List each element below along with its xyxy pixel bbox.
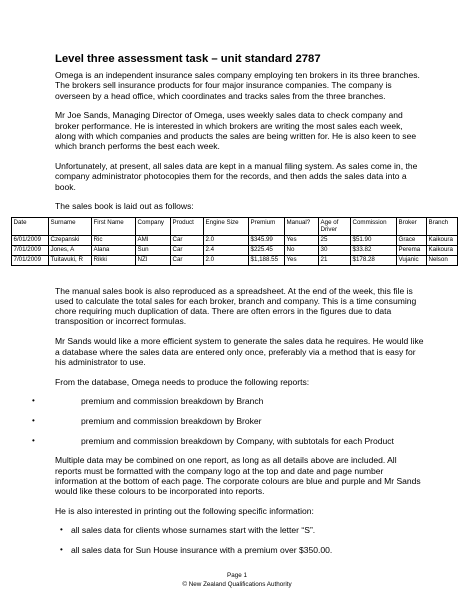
table-cell: Rikki bbox=[92, 255, 136, 265]
table-cell: Car bbox=[171, 245, 204, 255]
table-cell: Alana bbox=[92, 245, 136, 255]
list-item: • premium and commission breakdown by Branch bbox=[32, 395, 264, 406]
list-item: • premium and commission breakdown by Broker bbox=[32, 415, 262, 426]
table-cell: 2.4 bbox=[204, 245, 249, 255]
table-cell: Car bbox=[171, 255, 204, 265]
table-cell: 2.0 bbox=[204, 255, 249, 265]
list-item: • all sales data for Sun House insurance with a premium over $350.00. bbox=[60, 544, 333, 555]
table-header-cell: Branch bbox=[427, 217, 458, 235]
table-cell: 7/01/2009 bbox=[12, 255, 49, 265]
table-header-cell: Commission bbox=[351, 217, 397, 235]
table-cell: Car bbox=[171, 235, 204, 245]
table-cell: 2.0 bbox=[204, 235, 249, 245]
paragraph-reports-intro: From the database, Omega needs to produce the following reports: bbox=[55, 376, 310, 387]
list-item: • premium and commission breakdown by Company, with subtotals for each Product bbox=[32, 435, 394, 446]
table-cell: AMI bbox=[136, 235, 171, 245]
specific-info-list bbox=[55, 525, 425, 555]
table-cell: $51.90 bbox=[351, 235, 397, 245]
table-cell: Jones, A bbox=[49, 245, 92, 255]
table-cell: Tuitavuki, R bbox=[49, 255, 92, 265]
table-row bbox=[12, 255, 458, 265]
bullet-icon: • bbox=[60, 544, 63, 554]
table-cell: Ric bbox=[92, 235, 136, 245]
table-header-cell: Broker bbox=[397, 217, 427, 235]
table-header-cell: First Name bbox=[92, 217, 136, 235]
paragraph-efficient-system: Mr Sands would like a more efficient system to generate the sales data he requires. He would like a database where the sales data are entered only once, preferably via a method that is easy for his administrator to use. bbox=[55, 336, 424, 367]
bullet-icon: • bbox=[32, 435, 35, 445]
table-cell: No bbox=[285, 245, 319, 255]
table-cell: Perema bbox=[397, 245, 427, 255]
sales-book-table bbox=[11, 217, 458, 266]
table-cell: $1,188.55 bbox=[249, 255, 285, 265]
footer-copyright: © New Zealand Qualifications Authority bbox=[182, 581, 292, 588]
table-cell: Kaikoura bbox=[427, 245, 458, 255]
reports-list bbox=[32, 395, 425, 446]
table-row bbox=[12, 245, 458, 255]
table-header-cell: Manual? bbox=[285, 217, 319, 235]
table-cell: Vujanic bbox=[397, 255, 427, 265]
document-body bbox=[13, 52, 453, 564]
table-cell: Kaikoura bbox=[427, 235, 458, 245]
table-cell: Nelson bbox=[427, 255, 458, 265]
table-cell: Yes bbox=[285, 235, 319, 245]
table-cell: $33.82 bbox=[351, 245, 397, 255]
paragraph-specific-info-intro: He is also interested in printing out the following specific information: bbox=[55, 506, 314, 517]
table-header-row bbox=[12, 217, 458, 235]
table-header-cell: Company bbox=[136, 217, 171, 235]
table-cell: 25 bbox=[319, 235, 351, 245]
table-row bbox=[12, 235, 458, 245]
paragraph-managing-director: Mr Joe Sands, Managing Director of Omega, uses weekly sales data to check company and broker performance. He is interested in which brokers are writing the most sales each week, along with which companies and products the sales are being written for. He is also keen to see which branch performs the best each week. bbox=[55, 110, 417, 152]
table-header-cell: Premium bbox=[249, 217, 285, 235]
table-cell: 6/01/2009 bbox=[12, 235, 49, 245]
table-header-cell: Age of Driver bbox=[319, 217, 351, 235]
table-header-cell: Surname bbox=[49, 217, 92, 235]
list-item: • all sales data for clients whose surnames start with the letter “S”. bbox=[60, 525, 316, 536]
bullet-icon: • bbox=[32, 395, 35, 405]
table-header-cell: Engine Size bbox=[204, 217, 249, 235]
table-cell: $178.28 bbox=[351, 255, 397, 265]
table-cell: 21 bbox=[319, 255, 351, 265]
table-cell: $225.45 bbox=[249, 245, 285, 255]
table-cell: Czepanski bbox=[49, 235, 92, 245]
document-title: Level three assessment task – unit standard 2787 bbox=[55, 53, 321, 65]
table-cell: 7/01/2009 bbox=[12, 245, 49, 255]
footer-page-number: Page 1 bbox=[227, 572, 247, 579]
paragraph-manual-filing: Unfortunately, at present, all sales data are kept in a manual filing system. As sales come in, the company administrator photocopies them for the records, and then adds the sales data into a book. bbox=[55, 161, 418, 192]
table-cell: 30 bbox=[319, 245, 351, 255]
table-header-cell: Date bbox=[12, 217, 49, 235]
table-cell: Yes bbox=[285, 255, 319, 265]
bullet-icon: • bbox=[60, 525, 63, 535]
table-cell: NZI bbox=[136, 255, 171, 265]
table-cell: $345.99 bbox=[249, 235, 285, 245]
table-cell: Sun bbox=[136, 245, 171, 255]
table-cell: Grace bbox=[397, 235, 427, 245]
bullet-icon: • bbox=[32, 415, 35, 425]
paragraph-spreadsheet: The manual sales book is also reproduced as a spreadsheet. At the end of the week, this file is used to calculate the total sales for each broker, branch and company. This is a time consuming chore requiring much duplication of data. There are often errors in the figures due to data transposition or incorrect formulas. bbox=[55, 285, 417, 327]
table-header-cell: Product bbox=[171, 217, 204, 235]
paragraph-table-intro: The sales book is laid out as follows: bbox=[55, 201, 194, 212]
paragraph-report-format: Multiple data may be combined on one report, as long as all details above are included. All reports must be formatted with the company logo at the top and date and page number information at the bottom of each page. The corporate colours are blue and purple and Mr Sands would like these colours to be incorporated into reports. bbox=[55, 455, 421, 497]
paragraph-intro: Omega is an independent insurance sales company employing ten brokers in its three branches. The brokers sell insurance products for four major insurance companies. The company is overseen by a head office, which coordinates and tracks sales from the three branches. bbox=[55, 70, 420, 101]
